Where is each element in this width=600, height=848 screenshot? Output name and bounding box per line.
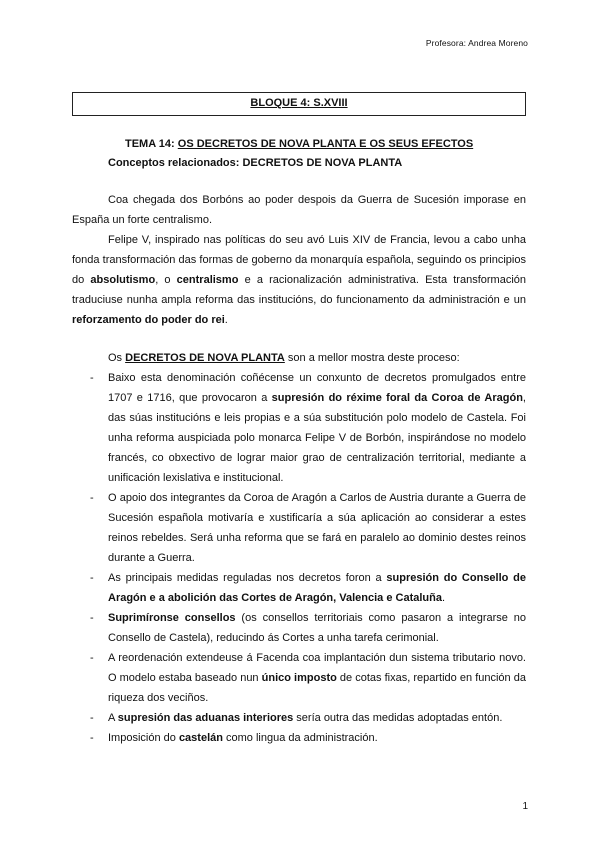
list-item [72,488,526,568]
intro-line [108,348,460,368]
list-item [72,648,526,708]
bullet-text: Imposición do [108,732,179,744]
intro-underlined: DECRETOS DE NOVA PLANTA [125,352,285,364]
dash-icon: - [90,492,94,504]
bullet-bold: castelán [178,732,223,744]
p2-bold-1: absolutismo [90,274,156,286]
bullet-bold: único imposto [261,672,337,684]
dash-icon: - [90,712,94,724]
dash-icon: - [90,612,94,624]
dash-icon: - [90,652,94,664]
page-number: 1 [522,801,528,812]
paragraph-2 [72,230,526,330]
bloque-title-box [72,92,526,116]
header-author: Profesora: Andrea Moreno [425,38,528,48]
intro-text-2: son a mellor mostra deste proceso: [284,352,460,364]
bullet-text: (os consellos territoriais como pasaron a integrarse no Consello de Castela), reducindo ás Cortes a unha tarefa cerimonial. [108,612,527,644]
dash-icon: - [90,732,94,744]
bullet-text: sería outra das medidas adoptadas entón. [293,712,503,724]
p2-text-4: . [224,314,228,326]
bullet-text: A reordenación extendeuse á Facenda coa implantación dun sistema tributario novo. O modelo estaba baseado nun [108,652,526,684]
list-item [72,728,526,748]
bullet-text: As principais medidas reguladas nos decretos foron a [108,572,387,584]
bullet-text: A [108,712,118,724]
p2-bold-3: reforzamento do poder do rei [72,314,225,326]
bullet-bold: supresión do Consello de Aragón e a abolición das Cortes de Aragón, Valencia e Cataluña [108,572,526,604]
dash-icon: - [90,572,94,584]
p2-text-1: Felipe V, inspirado nas políticas do seu avó Luis XIV de Francia, levou a cabo unha fonda transformación das formas de goberno da monarquía española, seguindo os principios do [72,234,526,286]
bullet-text: , das súas institucións e leis propias e a súa substitución polo modelo de Castela. Foi unha reforma auspiciada polo monarca Felipe V de Borbón, inspirándose no modelo francés, co obxectivo de lograr maior grao de centralización territorial, mediante a unificación lexislativa e institucional. [108,392,526,484]
tema-prefix: TEMA 14: [125,138,178,150]
bullet-bold: supresión do réxime foral da Coroa de Aragón [271,392,523,404]
p2-bold-2: centralismo [176,274,239,286]
bullet-text: como lingua da administración. [222,732,378,744]
bullet-text: Baixo esta denominación coñécense un conxunto de decretos promulgados entre 1707 e 1716, que provocaron a [108,372,526,404]
list-item [72,568,526,608]
tema-heading [125,138,473,150]
bullet-text: de cotas fixas, repartido en función da riqueza dos veciños. [108,672,526,704]
list-item [72,708,526,728]
bullet-bold: supresión das aduanas interiores [117,712,294,724]
bullet-text: O apoio dos integrantes da Coroa de Aragón a Carlos de Austria durante a Guerra de Sucesión española motivaría e xustificaría a súa aplicación ao considerar a estes reinos rebeldes. Será unha reforma que se fará en paralelo ao dominio destes reinos durante a Guerra. [108,492,526,564]
tema-title: OS DECRETOS DE NOVA PLANTA E OS SEUS EFECTOS [177,138,474,150]
intro-text-1: Os [108,352,126,364]
bullet-bold: Suprimíronse consellos [108,612,236,624]
p2-text-2: , o [155,274,177,286]
bullet-list [72,368,526,748]
bullet-text: . [441,592,446,604]
p2-text-3: e a racionalización administrativa. Esta transformación traduciuse nunha ampla reforma das institucións, do funcionamento da administración e un [72,274,526,306]
bloque-title: BLOQUE 4: S.XVIII [250,97,348,109]
dash-icon: - [90,372,94,384]
paragraph-1: Coa chegada dos Borbóns ao poder despois da Guerra de Sucesión imporase en España un forte centralismo. [72,194,526,226]
list-item [72,368,526,488]
conceptos-relacionados: Conceptos relacionados: DECRETOS DE NOVA PLANTA [108,157,403,169]
list-item [72,608,526,648]
